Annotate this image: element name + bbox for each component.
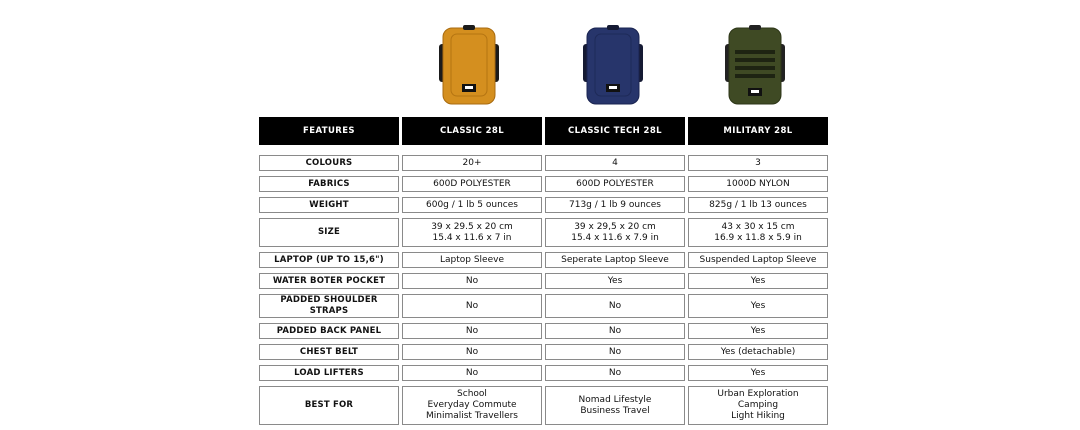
comparison-table: [256, 112, 831, 430]
value-line: 600D POLYESTER: [576, 178, 654, 189]
feature-label: PADDED SHOULDER STRAPS: [259, 294, 399, 318]
feature-value: [688, 197, 828, 213]
feature-value: [402, 218, 542, 247]
feature-value: [688, 365, 828, 381]
value-line: Yes: [607, 275, 623, 286]
feature-value: [688, 273, 828, 289]
value-line: 4: [612, 157, 618, 168]
feature-value: [402, 197, 542, 213]
value-line: Everyday Commute: [427, 400, 517, 410]
value-line: Yes: [750, 325, 766, 336]
feature-value: [402, 323, 542, 339]
value-line: Laptop Sleeve: [439, 254, 504, 265]
value-line: 16.9 x 11.8 x 5.9 in: [714, 232, 802, 243]
value-line: No: [465, 367, 479, 378]
table-row: [259, 176, 828, 192]
feature-value: [402, 365, 542, 381]
product-images: [257, 24, 824, 108]
value-line: No: [465, 275, 479, 286]
table-row: [259, 365, 828, 381]
feature-value: [545, 155, 685, 171]
value-line: Yes: [750, 275, 766, 286]
header-classic-28l: CLASSIC 28L: [402, 117, 542, 145]
feature-value: [402, 344, 542, 360]
value-line: School: [457, 389, 487, 399]
header-classic-tech-28l: CLASSIC TECH 28L: [545, 117, 685, 145]
backpack-icon: [723, 24, 787, 108]
feature-value: [688, 218, 828, 247]
feature-value: [688, 323, 828, 339]
feature-value: [402, 386, 542, 425]
value-line: Nomad Lifestyle: [578, 394, 652, 405]
feature-value: [688, 386, 828, 425]
feature-label: COLOURS: [259, 155, 399, 171]
feature-value: [688, 294, 828, 318]
feature-value: [402, 155, 542, 171]
feature-value: [545, 176, 685, 192]
feature-label: PADDED BACK PANEL: [259, 323, 399, 339]
table-row: [259, 344, 828, 360]
header-features: FEATURES: [259, 117, 399, 145]
table-row: [259, 218, 828, 247]
header-military-28l: MILITARY 28L: [688, 117, 828, 145]
value-line: 15.4 x 11.6 x 7.9 in: [571, 232, 659, 243]
feature-label: WEIGHT: [259, 197, 399, 213]
table-row: [259, 273, 828, 289]
value-line: Urban Exploration: [717, 389, 799, 399]
backpack-icon: [581, 24, 645, 108]
value-line: No: [608, 346, 622, 357]
value-line: No: [465, 346, 479, 357]
value-line: Minimalist Travellers: [425, 411, 518, 421]
feature-value: [545, 252, 685, 268]
value-line: No: [465, 325, 479, 336]
value-line: 20+: [462, 157, 482, 168]
table-row: [259, 294, 828, 318]
value-line: 1000D NYLON: [726, 178, 790, 189]
feature-value: [545, 344, 685, 360]
value-line: 43 x 30 x 15 cm: [721, 221, 795, 232]
value-line: No: [608, 325, 622, 336]
table-row: [259, 323, 828, 339]
feature-label: LAPTOP (UP TO 15,6"): [259, 252, 399, 268]
table-row: [259, 155, 828, 171]
feature-value: [402, 176, 542, 192]
value-line: 825g / 1 lb 13 ounces: [709, 199, 807, 210]
value-line: 3: [755, 157, 761, 168]
value-line: 713g / 1 lb 9 ounces: [569, 199, 661, 210]
value-line: Camping: [737, 400, 779, 410]
feature-label: BEST FOR: [259, 386, 399, 425]
feature-value: [545, 273, 685, 289]
feature-label: FABRICS: [259, 176, 399, 192]
feature-value: [688, 155, 828, 171]
feature-value: [545, 294, 685, 318]
feature-value: [545, 218, 685, 247]
feature-value: [545, 197, 685, 213]
value-line: Suspended Laptop Sleeve: [699, 254, 817, 265]
value-line: 600g / 1 lb 5 ounces: [426, 199, 518, 210]
feature-label: CHEST BELT: [259, 344, 399, 360]
feature-value: [402, 252, 542, 268]
feature-value: [688, 176, 828, 192]
value-line: 600D POLYESTER: [433, 178, 511, 189]
table-row: [259, 252, 828, 268]
value-line: Light Hiking: [731, 411, 785, 421]
value-line: No: [608, 300, 622, 311]
feature-value: [402, 294, 542, 318]
feature-value: [545, 386, 685, 425]
value-line: No: [608, 367, 622, 378]
value-line: 39 x 29.5 x 20 cm: [431, 221, 513, 232]
feature-label: LOAD LIFTERS: [259, 365, 399, 381]
value-line: No: [465, 300, 479, 311]
feature-value: [402, 273, 542, 289]
feature-value: [688, 344, 828, 360]
value-line: Business Travel: [580, 405, 650, 416]
value-line: Yes (detachable): [720, 346, 796, 357]
feature-value: [545, 323, 685, 339]
feature-value: [545, 365, 685, 381]
value-line: 39 x 29,5 x 20 cm: [574, 221, 656, 232]
feature-label: SIZE: [259, 218, 399, 247]
feature-value: [688, 252, 828, 268]
value-line: Yes: [750, 367, 766, 378]
value-line: Seperate Laptop Sleeve: [561, 254, 669, 265]
table-row: [259, 386, 828, 425]
value-line: Yes: [750, 300, 766, 311]
table-row: [259, 197, 828, 213]
value-line: 15.4 x 11.6 x 7 in: [432, 232, 512, 243]
backpack-icon: [437, 24, 501, 108]
table-header-row: [259, 117, 828, 145]
feature-label: WATER BOTER POCKET: [259, 273, 399, 289]
